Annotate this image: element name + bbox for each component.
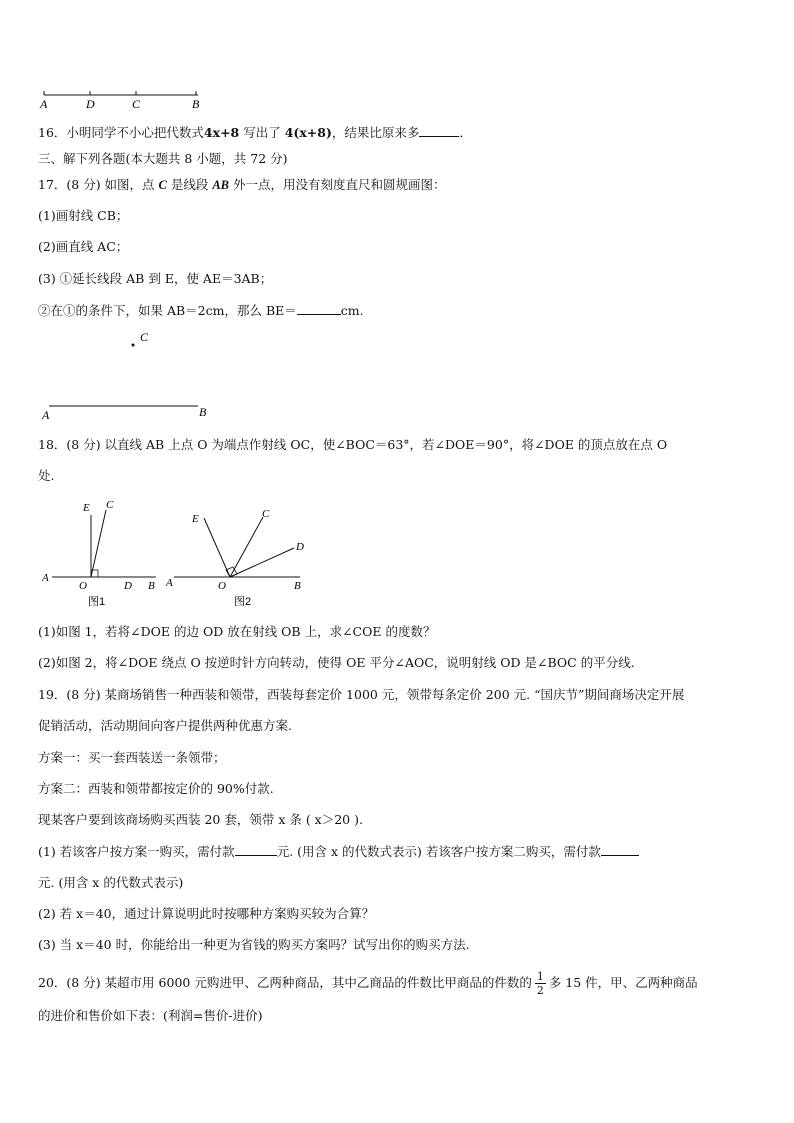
q17-point-c: C — [158, 178, 167, 192]
question-17-stem — [38, 176, 446, 194]
svg-text:E: E — [83, 502, 90, 514]
q19-answer-blank-2[interactable] — [601, 843, 639, 856]
q17-part-1: (1)画射线 CB； — [38, 208, 129, 223]
question-16 — [38, 124, 472, 142]
q19-line-3: 现某客户要到该商场购买西装 20 套，领带 x 条 ( x＞20 ). — [38, 812, 363, 827]
q17-part-4-post: cm. — [340, 303, 364, 318]
q19-p1-b: 元. (用含 x 的代数式表示) 若该客户按方案二购买，需付款 — [276, 844, 601, 859]
q18-line-2: 处. — [38, 468, 55, 483]
q19-plan-2: 方案二：西装和领带都按定价的 90%付款. — [38, 781, 274, 796]
svg-text:O: O — [79, 580, 87, 592]
q17-part-2: (2)画直线 AC； — [38, 239, 129, 254]
svg-text:A: A — [166, 577, 173, 589]
fraction-denominator: 2 — [536, 984, 544, 997]
q18-part-1: (1)如图 1，若将∠DOE 的边 OD 放在射线 OB 上，求∠COE 的度数？ — [38, 624, 436, 639]
svg-text:B: B — [294, 580, 301, 592]
q16-post: ，结果比原来多 — [331, 125, 420, 140]
svg-text:D: D — [124, 580, 132, 592]
q19-part-3: (3) 当 x＝40 时，你能给出一种更为省钱的购买方案吗？试写出你的购买方法. — [38, 937, 470, 952]
figure-2-caption: 图2 — [234, 596, 252, 608]
q16-expr1: 4x+8 — [203, 125, 240, 140]
point-label-d: D — [86, 97, 95, 111]
q20-line-1 — [38, 970, 698, 997]
svg-text:D: D — [296, 541, 304, 553]
point-label-a: A — [40, 97, 48, 111]
q19-line-1: 19．(8 分) 某商场销售一种西装和领带，西装每套定价 1000 元，领带每条定价 200 元. “国庆节”期间商场决定开展 — [38, 687, 685, 702]
svg-text:O: O — [218, 580, 226, 592]
q20-line-1-post: 多 15 件，甲、乙两种商品 — [548, 975, 698, 990]
point-label-c: C — [132, 97, 141, 111]
point-label-b: B — [192, 97, 200, 111]
q20-line-1-pre: 20．(8 分) 某超市用 6000 元购进甲、乙两种商品，其中乙商品的件数比甲商品的件数的 — [38, 975, 532, 990]
q19-part-1-cont: 元. (用含 x 的代数式表示) — [38, 875, 184, 890]
q17-stem-mid: 是线段 — [166, 177, 213, 192]
q17-stem-pre: 17．(8 分) 如图，点 — [38, 177, 159, 192]
segment-figure-top — [36, 88, 216, 112]
q17-segment-ab: AB — [212, 178, 230, 192]
svg-text:A: A — [42, 572, 49, 584]
svg-text:B: B — [148, 580, 155, 592]
q17-fig-label-c: C — [140, 330, 149, 344]
q16-end: ． — [459, 125, 472, 140]
q17-fig-label-a: A — [42, 408, 50, 422]
q19-answer-blank-1[interactable] — [235, 843, 277, 856]
q17-stem-post: 外一点，用没有刻度直尺和圆规画图： — [229, 177, 446, 192]
svg-text:E: E — [192, 513, 199, 525]
q17-part-4-pre: ②在①的条件下，如果 AB＝2cm，那么 BE＝ — [38, 303, 297, 318]
q17-fig-point-c — [132, 344, 135, 347]
fraction-one-half — [535, 970, 546, 997]
q19-part-1 — [38, 843, 639, 861]
section-heading: 三、解下列各题(本大题共 8 小题，共 72 分) — [38, 151, 288, 166]
q16-pre: 16．小明同学不小心把代数式 — [38, 125, 204, 140]
q17-fig-label-b: B — [199, 405, 207, 419]
figure-1-caption: 图1 — [88, 596, 106, 608]
q19-line-2: 促销活动，活动期间向客户提供两种优惠方案. — [38, 718, 292, 733]
q18-line-1: 18．(8 分) 以直线 AB 上点 O 为端点作射线 OC，使∠BOC＝63°，若∠DOE＝90°，将∠DOE 的顶点放在点 O — [38, 437, 668, 452]
q16-expr2: 4(x+8) — [284, 125, 332, 140]
q18-figure-1 — [38, 495, 168, 610]
q17-answer-blank[interactable] — [297, 302, 341, 315]
q16-mid: 写出了 — [239, 125, 285, 140]
q19-part-2: (2) 若 x＝40，通过计算说明此时按哪种方案购买较为合算？ — [38, 906, 375, 921]
q18-part-2: (2)如图 2，将∠DOE 绕点 O 按逆时针方向转动，使得 OE 平分∠AOC，说明射线 OD 是∠BOC 的平分线. — [38, 655, 635, 670]
fraction-numerator: 1 — [536, 970, 544, 983]
q17-part-3: (3) ①延长线段 AB 到 E，使 AE＝3AB； — [38, 271, 273, 286]
q17-part-4 — [38, 302, 364, 320]
svg-text:C: C — [262, 508, 270, 520]
q16-answer-blank[interactable] — [419, 124, 459, 137]
q19-plan-1: 方案一：买一套西装送一条领带； — [38, 750, 226, 765]
q20-line-2: 的进价和售价如下表：(利润=售价-进价) — [38, 1008, 263, 1023]
q18-figure-2 — [160, 500, 320, 610]
svg-text:C: C — [106, 499, 114, 511]
q17-figure — [36, 326, 226, 422]
q19-p1-a: (1) 若该客户按方案一购买，需付款 — [38, 844, 235, 859]
